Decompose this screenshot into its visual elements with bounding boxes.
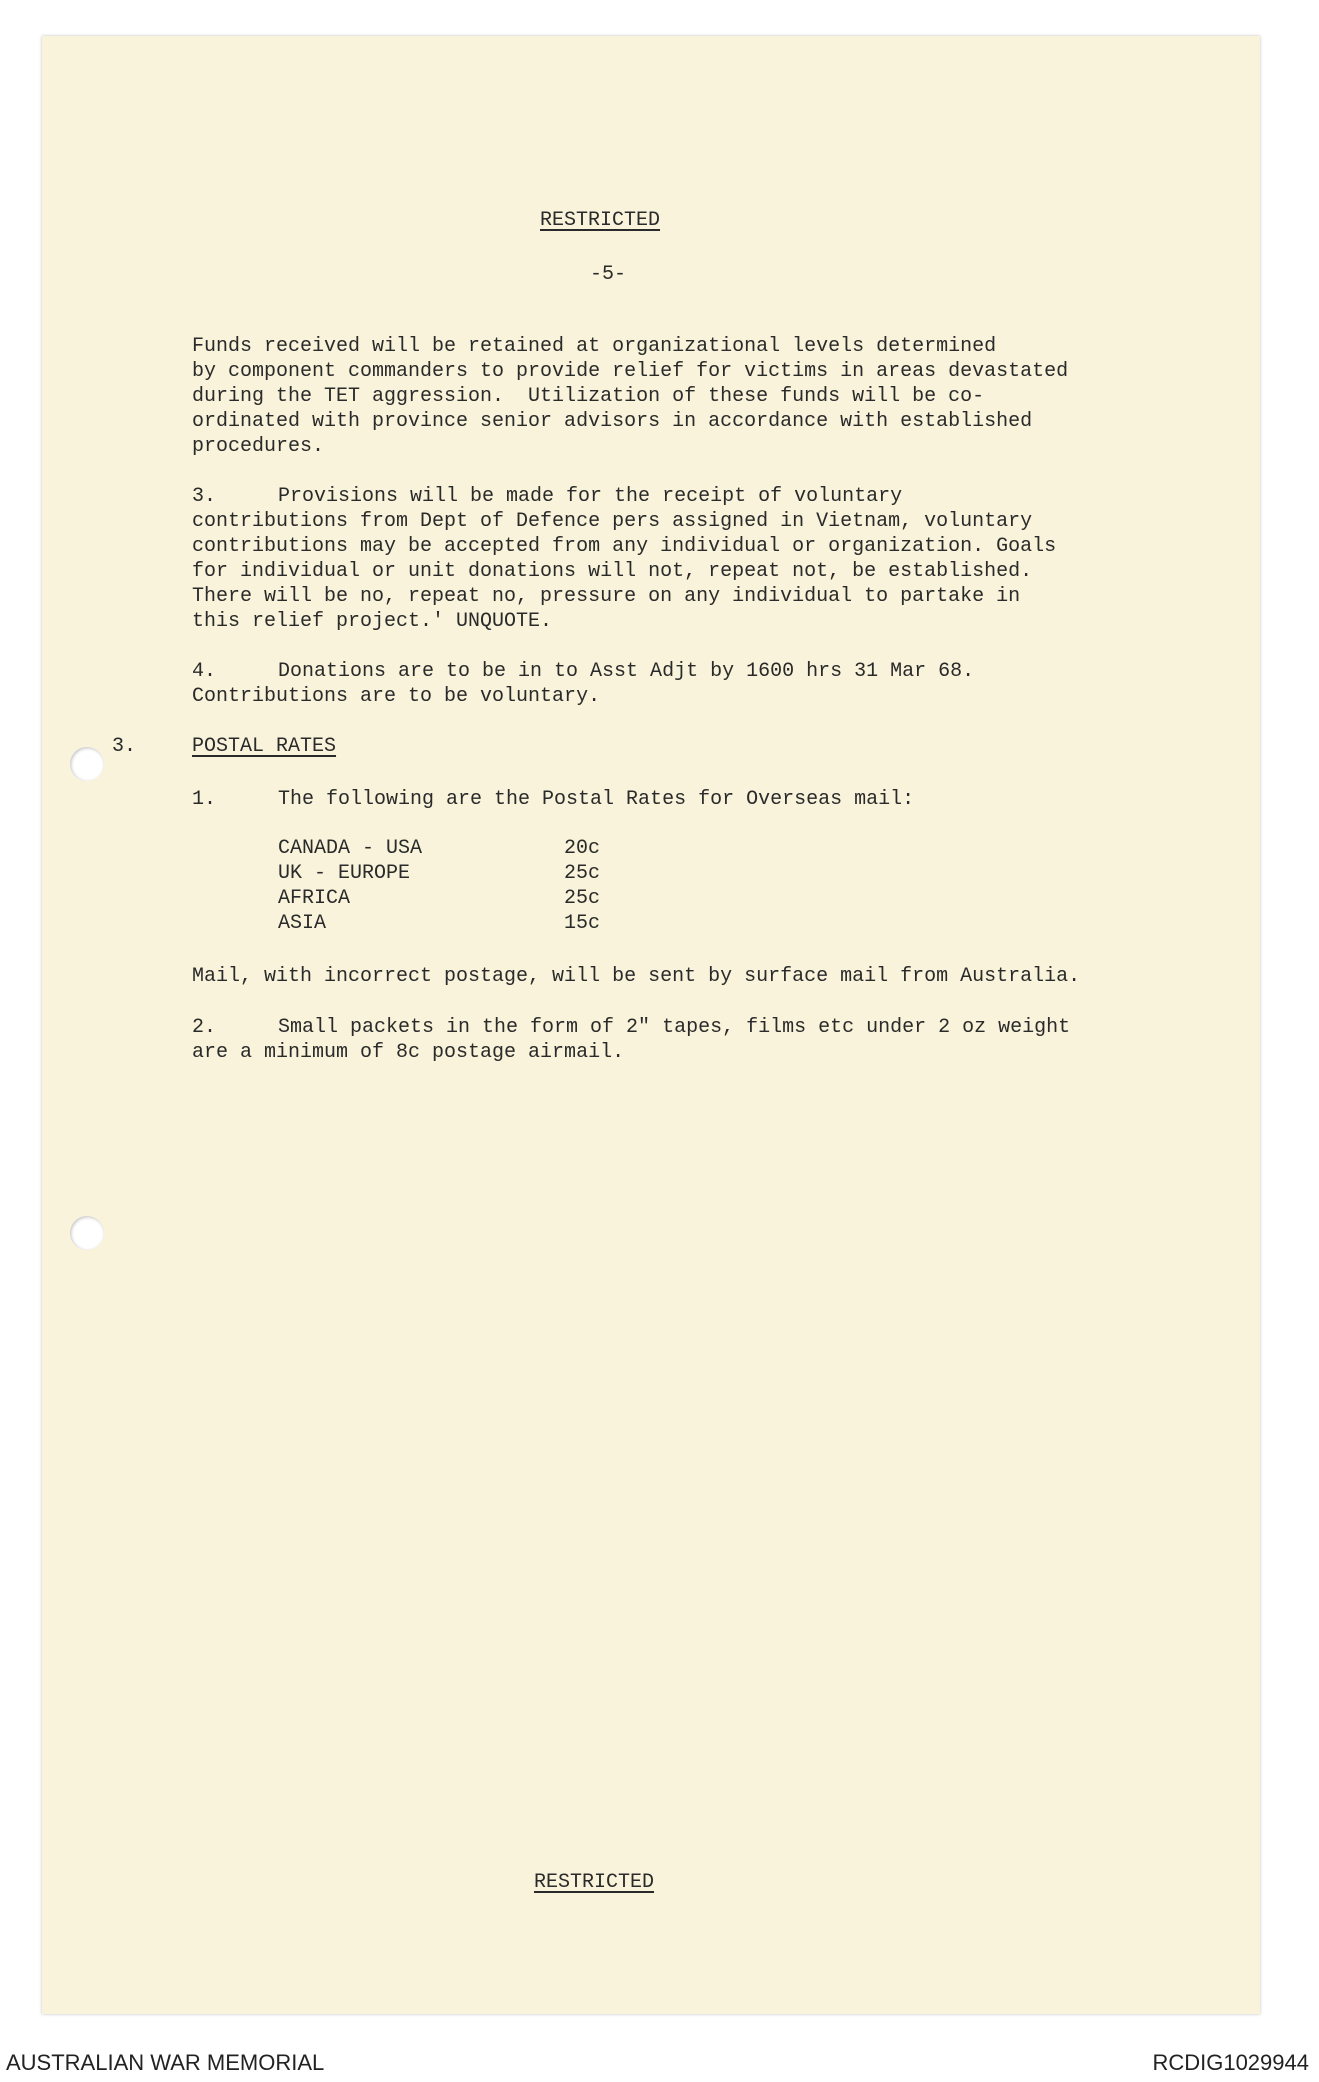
- archive-reference: RCDIG1029944: [1152, 2050, 1309, 2075]
- text-line: Provisions will be made for the receipt of voluntary: [278, 485, 903, 508]
- text-line: Small packets in the form of 2" tapes, films etc under 2 oz weight: [278, 1016, 1071, 1039]
- postal-intro: The following are the Postal Rates for Overseas mail:: [278, 788, 915, 811]
- archive-name: AUSTRALIAN WAR MEMORIAL: [6, 2050, 325, 2075]
- text-line: Contributions are to be voluntary.: [192, 685, 601, 708]
- rate-value: 20c: [564, 837, 601, 860]
- text-line: during the TET aggression. Utilization of these funds will be co-: [192, 385, 985, 408]
- paragraph-number: 3.: [192, 485, 217, 508]
- text-line: ordinated with province senior advisors in accordance with established: [192, 410, 1033, 433]
- text-line: There will be no, repeat no, pressure on any individual to partake in: [192, 585, 1021, 608]
- text-line: this relief project.' UNQUOTE.: [192, 610, 553, 633]
- rate-value: 15c: [564, 912, 601, 935]
- text-line: Donations are to be in to Asst Adjt by 1600 hrs 31 Mar 68.: [278, 660, 975, 683]
- rate-region: ASIA: [278, 912, 327, 935]
- page-number: -5-: [590, 263, 627, 286]
- text-line: Funds received will be retained at organizational levels determined: [192, 335, 997, 358]
- mail-note: Mail, with incorrect postage, will be sent by surface mail from Australia.: [192, 965, 1081, 988]
- text-line: for individual or unit donations will not, repeat not, be established.: [192, 560, 1033, 583]
- text-line: procedures.: [192, 435, 325, 458]
- classification-footer: RESTRICTED: [534, 1871, 655, 1894]
- rate-value: 25c: [564, 862, 601, 885]
- classification-header: RESTRICTED: [540, 209, 661, 232]
- rate-region: CANADA - USA: [278, 837, 423, 860]
- paragraph-number: 2.: [192, 1016, 217, 1039]
- rate-region: UK - EUROPE: [278, 862, 411, 885]
- section-title: POSTAL RATES: [192, 735, 337, 758]
- text-line: by component commanders to provide relief for victims in areas devastated: [192, 360, 1069, 383]
- punch-hole-bottom: [70, 1216, 104, 1250]
- text-line: contributions may be accepted from any individual or organization. Goals: [192, 535, 1057, 558]
- rate-region: AFRICA: [278, 887, 351, 910]
- paragraph-number: 1.: [192, 788, 217, 811]
- text-line: are a minimum of 8c postage airmail.: [192, 1041, 625, 1064]
- text-line: contributions from Dept of Defence pers assigned in Vietnam, voluntary: [192, 510, 1033, 533]
- paragraph-number: 4.: [192, 660, 217, 683]
- punch-hole-top: [70, 747, 104, 781]
- rate-value: 25c: [564, 887, 601, 910]
- section-number: 3.: [112, 735, 137, 758]
